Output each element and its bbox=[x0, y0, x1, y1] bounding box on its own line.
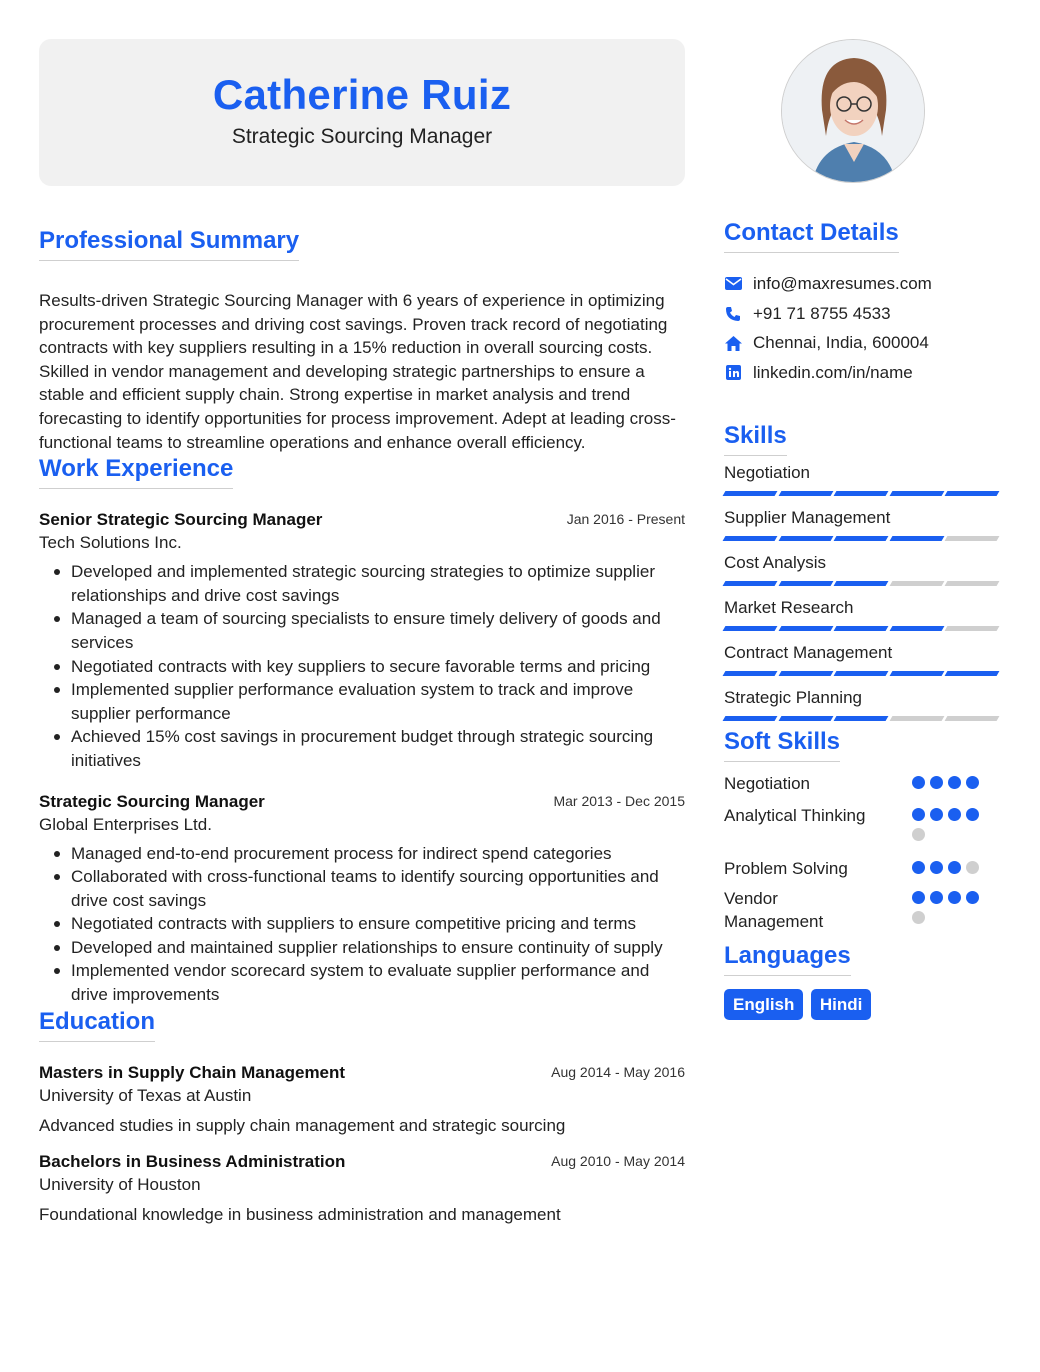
languages-section bbox=[724, 941, 1000, 1020]
skill-level-segment bbox=[723, 626, 777, 631]
education-date: Aug 2014 - May 2016 bbox=[551, 1063, 685, 1080]
skill-name: Cost Analysis bbox=[724, 552, 827, 572]
skill-name: Supplier Management bbox=[724, 507, 891, 527]
soft-skill-item bbox=[724, 772, 1000, 804]
skill-item bbox=[724, 687, 1000, 721]
job-title: Strategic Sourcing Manager bbox=[39, 791, 265, 811]
skill-level-bar bbox=[724, 536, 1000, 541]
contact-phone[interactable] bbox=[724, 299, 1000, 329]
soft-skill-rating bbox=[912, 808, 992, 841]
section-title-contact: Contact Details bbox=[724, 218, 899, 253]
job-bullet: Developed and maintained supplier relationships to ensure continuity of supply bbox=[39, 936, 685, 960]
section-title-soft-skills: Soft Skills bbox=[724, 727, 840, 762]
skill-level-segment bbox=[778, 626, 832, 631]
skill-level-bar bbox=[724, 671, 1000, 676]
skill-level-segment bbox=[723, 491, 777, 496]
job-company: Tech Solutions Inc. bbox=[39, 533, 182, 553]
skill-level-segment bbox=[834, 581, 888, 586]
job-bullets bbox=[39, 560, 685, 772]
skill-level-segment bbox=[889, 626, 943, 631]
skill-level-segment bbox=[889, 491, 943, 496]
profile-photo bbox=[781, 39, 925, 183]
section-title-languages: Languages bbox=[724, 941, 851, 976]
degree-title: Masters in Supply Chain Management bbox=[39, 1062, 346, 1082]
soft-skills-section bbox=[724, 727, 1000, 933]
skill-level-segment bbox=[945, 626, 999, 631]
rating-dot bbox=[912, 911, 925, 924]
skill-level-segment bbox=[889, 716, 943, 721]
contact-linkedin[interactable] bbox=[724, 358, 1000, 388]
degree-title: Bachelors in Business Administration bbox=[39, 1151, 346, 1171]
home-icon bbox=[724, 334, 742, 352]
skill-level-bar bbox=[724, 491, 1000, 496]
skill-level-segment bbox=[723, 671, 777, 676]
candidate-title: Strategic Sourcing Manager bbox=[231, 125, 493, 148]
job-bullet: Managed end-to-end procurement process for indirect spend categories bbox=[39, 842, 685, 866]
rating-dot bbox=[966, 808, 979, 821]
phone-text: +91 71 8755 4533 bbox=[753, 303, 891, 323]
sidebar-column bbox=[724, 39, 1000, 1020]
job-company: Global Enterprises Ltd. bbox=[39, 814, 212, 834]
phone-icon bbox=[724, 305, 742, 323]
job-entry bbox=[39, 791, 685, 1007]
skill-level-segment bbox=[945, 581, 999, 586]
section-title-experience: Work Experience bbox=[39, 454, 233, 489]
contact-section bbox=[724, 218, 1000, 388]
skill-item bbox=[724, 597, 1000, 631]
skill-item bbox=[724, 507, 1000, 541]
language-chip: English bbox=[724, 989, 803, 1020]
language-chip: Hindi bbox=[811, 989, 872, 1020]
contact-email[interactable] bbox=[724, 269, 1000, 299]
education-description: Foundational knowledge in business administration and management bbox=[39, 1204, 561, 1224]
languages-list bbox=[724, 989, 1000, 1020]
rating-dot bbox=[912, 828, 925, 841]
skill-level-segment bbox=[723, 581, 777, 586]
rating-dot bbox=[912, 776, 925, 789]
skill-level-segment bbox=[834, 716, 888, 721]
job-bullet: Developed and implemented strategic sourcing strategies to optimize supplier relationships and drive cost savings bbox=[39, 560, 685, 607]
soft-skills-list bbox=[724, 772, 1000, 933]
skill-level-bar bbox=[724, 626, 1000, 631]
rating-dot bbox=[912, 861, 925, 874]
skill-item bbox=[724, 642, 1000, 676]
skill-level-segment bbox=[889, 671, 943, 676]
rating-dot bbox=[966, 861, 979, 874]
skill-name: Market Research bbox=[724, 597, 854, 617]
rating-dot bbox=[912, 808, 925, 821]
job-entry bbox=[39, 509, 685, 772]
job-date: Jan 2016 - Present bbox=[566, 511, 685, 528]
education-date: Aug 2010 - May 2014 bbox=[551, 1152, 685, 1169]
summary-text: Results-driven Strategic Sourcing Manager with 6 years of experience in optimizing procurement processes and driving cost savings. Proven track record of negotiating contracts with key suppliers resulting in a 15% reduction in overall sourcing costs. Skilled in vendor management and developing strategic partnerships to ensure a stable and efficient supply chain. Strong expertise in market analysis and trend forecasting to identify opportunities for process improvement. Adept at leading cross-functional teams to streamline operations and enhance overall efficiency. bbox=[39, 291, 676, 452]
job-bullets bbox=[39, 842, 685, 1007]
job-bullet: Implemented vendor scorecard system to evaluate supplier performance and drive improvements bbox=[39, 959, 685, 1006]
skill-level-segment bbox=[834, 536, 888, 541]
skill-level-segment bbox=[834, 671, 888, 676]
section-title-education: Education bbox=[39, 1007, 155, 1042]
job-bullet: Negotiated contracts with key suppliers to secure favorable terms and pricing bbox=[39, 655, 685, 679]
rating-dot bbox=[948, 891, 961, 904]
portrait-image bbox=[782, 40, 925, 183]
soft-skill-name: Problem Solving bbox=[724, 858, 848, 878]
skill-level-segment bbox=[945, 491, 999, 496]
skill-level-segment bbox=[945, 716, 999, 721]
education-entry bbox=[39, 1062, 685, 1138]
soft-skill-item bbox=[724, 857, 1000, 887]
rating-dot bbox=[966, 891, 979, 904]
skill-level-segment bbox=[834, 491, 888, 496]
education-section bbox=[39, 1007, 685, 1227]
rating-dot bbox=[930, 861, 943, 874]
rating-dot bbox=[930, 891, 943, 904]
rating-dot bbox=[930, 776, 943, 789]
skill-name: Negotiation bbox=[724, 462, 811, 482]
skill-level-bar bbox=[724, 716, 1000, 721]
skill-item bbox=[724, 462, 1000, 496]
skill-level-bar bbox=[724, 581, 1000, 586]
soft-skill-name: Analytical Thinking bbox=[724, 805, 866, 825]
skills-list bbox=[724, 462, 1000, 721]
school-name: University of Houston bbox=[39, 1174, 201, 1194]
job-bullet: Managed a team of sourcing specialists to ensure timely delivery of goods and services bbox=[39, 607, 685, 654]
linkedin-text: linkedin.com/in/name bbox=[753, 362, 913, 382]
skill-level-segment bbox=[889, 581, 943, 586]
soft-skill-name: Vendor Management bbox=[724, 888, 824, 931]
job-title: Senior Strategic Sourcing Manager bbox=[39, 510, 323, 530]
rating-dot bbox=[948, 861, 961, 874]
name-header bbox=[39, 39, 685, 186]
skill-level-segment bbox=[778, 671, 832, 676]
job-bullet: Implemented supplier performance evaluation system to track and improve supplier performance bbox=[39, 678, 685, 725]
rating-dot bbox=[948, 808, 961, 821]
soft-skill-name: Negotiation bbox=[724, 773, 811, 793]
main-column bbox=[39, 39, 685, 1227]
skill-level-segment bbox=[834, 626, 888, 631]
skill-level-segment bbox=[889, 536, 943, 541]
skill-level-segment bbox=[723, 536, 777, 541]
job-bullet: Achieved 15% cost savings in procurement budget through strategic sourcing initiatives bbox=[39, 725, 685, 772]
skill-level-segment bbox=[945, 536, 999, 541]
section-title-summary: Professional Summary bbox=[39, 226, 299, 261]
job-date: Mar 2013 - Dec 2015 bbox=[553, 792, 685, 809]
envelope-icon bbox=[724, 275, 742, 293]
soft-skill-rating bbox=[912, 776, 992, 789]
soft-skill-item bbox=[724, 804, 1000, 857]
soft-skill-rating bbox=[912, 861, 992, 874]
summary-section bbox=[39, 226, 685, 454]
skill-name: Contract Management bbox=[724, 642, 893, 662]
skill-item bbox=[724, 552, 1000, 586]
email-text: info@maxresumes.com bbox=[753, 273, 932, 293]
education-entry bbox=[39, 1151, 685, 1227]
section-title-skills: Skills bbox=[724, 421, 787, 456]
soft-skill-item bbox=[724, 887, 1000, 933]
linkedin-icon bbox=[724, 364, 742, 382]
education-description: Advanced studies in supply chain management and strategic sourcing bbox=[39, 1115, 566, 1135]
school-name: University of Texas at Austin bbox=[39, 1085, 252, 1105]
contact-address bbox=[724, 328, 1000, 358]
rating-dot bbox=[912, 891, 925, 904]
rating-dot bbox=[948, 776, 961, 789]
address-text: Chennai, India, 600004 bbox=[753, 333, 929, 353]
rating-dot bbox=[966, 776, 979, 789]
skill-level-segment bbox=[778, 716, 832, 721]
experience-section bbox=[39, 454, 685, 1007]
skill-level-segment bbox=[778, 491, 832, 496]
skills-section bbox=[724, 421, 1000, 721]
job-bullet: Collaborated with cross-functional teams to identify sourcing opportunities and drive cost savings bbox=[39, 865, 685, 912]
skill-level-segment bbox=[723, 716, 777, 721]
soft-skill-rating bbox=[912, 891, 992, 924]
skill-name: Strategic Planning bbox=[724, 687, 862, 707]
rating-dot bbox=[930, 808, 943, 821]
skill-level-segment bbox=[778, 581, 832, 586]
job-bullet: Negotiated contracts with suppliers to ensure competitive pricing and terms bbox=[39, 912, 685, 936]
skill-level-segment bbox=[778, 536, 832, 541]
skill-level-segment bbox=[945, 671, 999, 676]
candidate-name: Catherine Ruiz bbox=[212, 71, 512, 118]
